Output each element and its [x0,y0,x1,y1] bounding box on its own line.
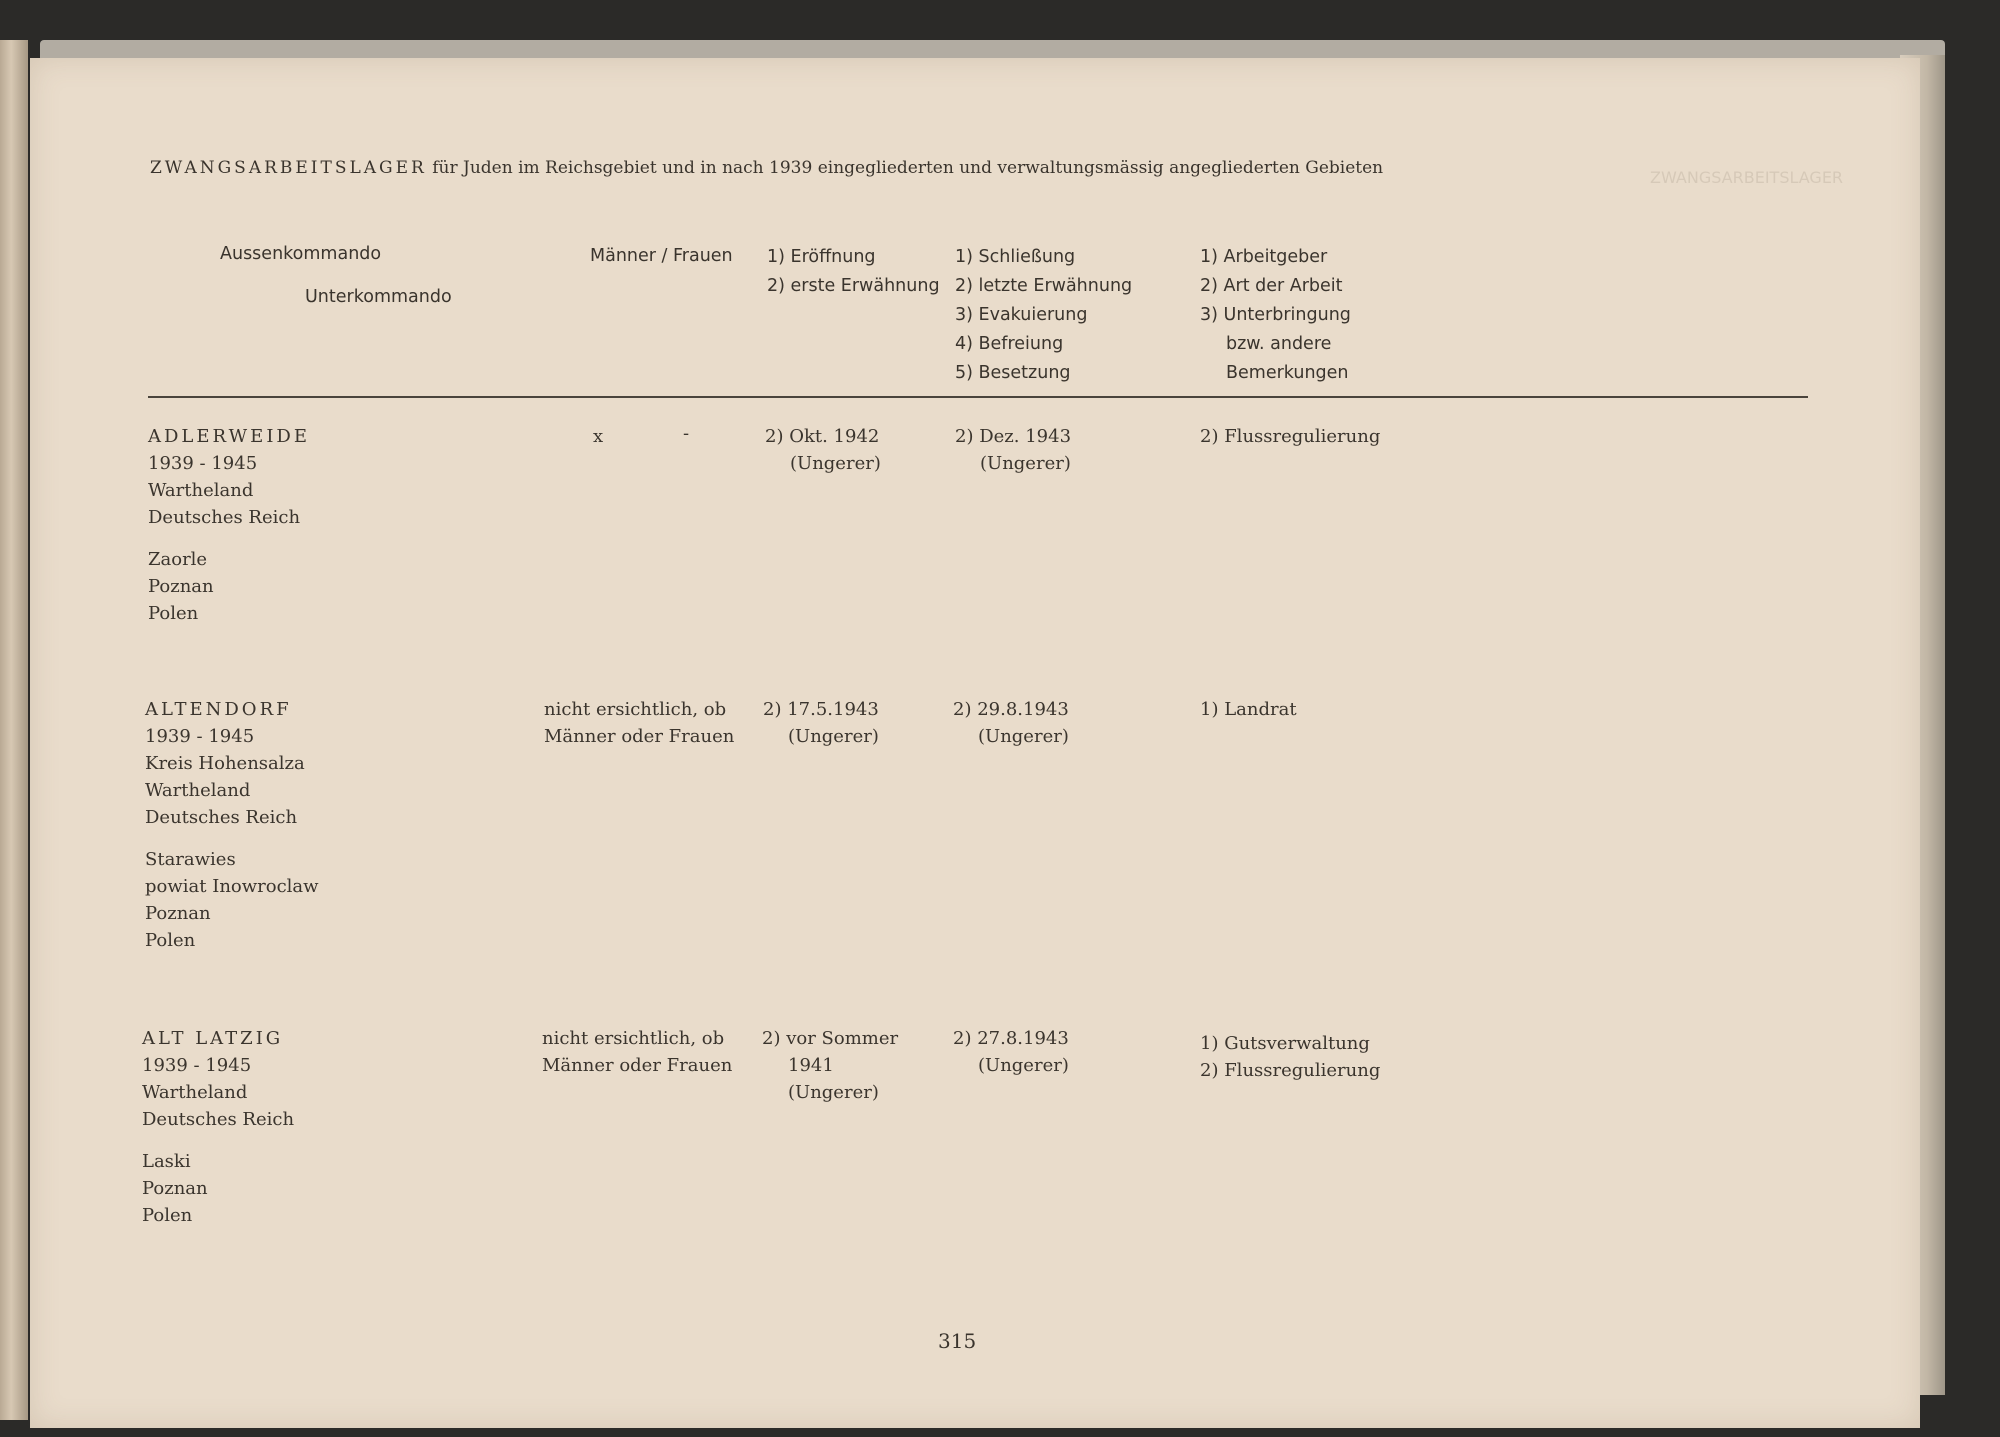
entry-sub-line: Laski [142,1151,191,1172]
entry-mf-note [544,696,734,750]
entry-name: ADLERWEIDE [148,426,311,447]
col-arbeitgeber-line: 1) Arbeitgeber [1200,247,1328,267]
entry-sub [148,546,214,627]
entry-name: ALT LATZIG [142,1028,284,1049]
col-unterkommando: Unterkommando [305,287,452,307]
entry-sub-line: Polen [142,1205,193,1226]
entry-employer [1200,696,1297,723]
entry-employer [1200,423,1380,450]
entry-sub-line: Polen [145,930,196,951]
entry-place [145,723,305,831]
entry-sub-line: Polen [148,603,199,624]
col-schliessung-line: 2) letzte Erwähnung [955,276,1133,296]
entry-sub [142,1148,208,1229]
entry-opening-line: (Ungerer) [788,1082,879,1103]
entry-opening-line: (Ungerer) [788,726,879,747]
entry-mf-note [542,1025,732,1079]
entry-place-line: Deutsches Reich [145,807,298,828]
entry-opening [762,1025,898,1106]
entry-place-line: 1939 - 1945 [148,453,258,474]
col-eroeffnung-line: 1) Eröffnung [767,247,876,267]
col-eroeffnung [767,243,940,301]
entry-place-line: Wartheland [145,780,251,801]
col-maenner-frauen: Männer / Frauen [590,246,733,266]
entry-place-line: Deutsches Reich [142,1109,295,1130]
entry-employer-line: 2) Flussregulierung [1200,1060,1381,1081]
entry-place-line: 1939 - 1945 [142,1055,252,1076]
book-page [30,58,1920,1428]
entry-closing [953,1025,1069,1079]
col-schliessung [955,243,1132,388]
entry-employer [1200,1030,1380,1084]
entry-sub-line: Poznan [145,903,211,924]
entry-opening [765,423,881,477]
header-rule [148,396,1808,398]
entry-place-line: Wartheland [148,480,254,501]
page-number: 315 [938,1329,977,1353]
entry-closing-line: (Ungerer) [978,726,1069,747]
entry-place [142,1052,294,1133]
page-header [150,158,1383,178]
entry-sub-line: Poznan [148,576,214,597]
left-page-edge [0,40,28,1420]
col-schliessung-line: 3) Evakuierung [955,305,1088,325]
col-aussenkommando: Aussenkommando [220,244,382,264]
entry-name: ALTENDORF [145,699,292,720]
entry-sub-line: Poznan [142,1178,208,1199]
col-arbeitgeber-line: 2) Art der Arbeit [1200,276,1343,296]
col-arbeitgeber [1200,243,1351,388]
entry-place-line: Deutsches Reich [148,507,301,528]
show-through: ZWANGSARBEITSLAGER [1650,168,1844,187]
entry-opening-line: 2) 17.5.1943 [763,699,879,720]
entry-closing-line: (Ungerer) [978,1055,1069,1076]
entry-frauen: - [683,423,690,444]
entry-place-line: Kreis Hohensalza [145,753,305,774]
entry-mf-note-line: Männer oder Frauen [542,1055,733,1076]
entry-sub-line: Starawies [145,849,236,870]
entry-opening-line: 2) Okt. 1942 [765,426,880,447]
col-arbeitgeber-line: 3) Unterbringung [1200,305,1351,325]
entry-closing [953,696,1069,750]
header-title-spaced: ZWANGSARBEITSLAGER [150,158,427,178]
entry-maenner: x [593,426,604,447]
entry-mf-note-line: nicht ersichtlich, ob [544,699,727,720]
entry-closing-line: 2) 29.8.1943 [953,699,1069,720]
entry-opening-line: (Ungerer) [790,453,881,474]
col-arbeitgeber-line: bzw. andere [1226,334,1332,354]
col-schliessung-line: 1) Schließung [955,247,1076,267]
col-schliessung-line: 4) Befreiung [955,334,1064,354]
entry-closing [955,423,1071,477]
entry-mf-note-line: nicht ersichtlich, ob [542,1028,725,1049]
entry-opening-line: 1941 [788,1055,834,1076]
entry-place-line: Wartheland [142,1082,248,1103]
entry-employer-line: 2) Flussregulierung [1200,426,1381,447]
entry-sub-line: Zaorle [148,549,208,570]
entry-employer-line: 1) Landrat [1200,699,1297,720]
entry-closing-line: 2) 27.8.1943 [953,1028,1069,1049]
entry-sub [145,846,319,954]
entry-mf-note-line: Männer oder Frauen [544,726,735,747]
entry-sub-line: powiat Inowroclaw [145,876,319,897]
col-schliessung-line: 5) Besetzung [955,363,1071,383]
entry-employer-line: 1) Gutsverwaltung [1200,1033,1370,1054]
header-title-rest: für Juden im Reichsgebiet und in nach 1939 eingegliederten und verwaltungsmässig angegliederten Gebieten [432,158,1384,178]
col-arbeitgeber-line: Bemerkungen [1226,363,1349,383]
entry-place-line: 1939 - 1945 [145,726,255,747]
entry-opening [763,696,879,750]
col-eroeffnung-line: 2) erste Erwähnung [767,276,940,296]
entry-opening-line: 2) vor Sommer [762,1028,899,1049]
entry-closing-line: (Ungerer) [980,453,1071,474]
entry-closing-line: 2) Dez. 1943 [955,426,1072,447]
entry-place [148,450,300,531]
